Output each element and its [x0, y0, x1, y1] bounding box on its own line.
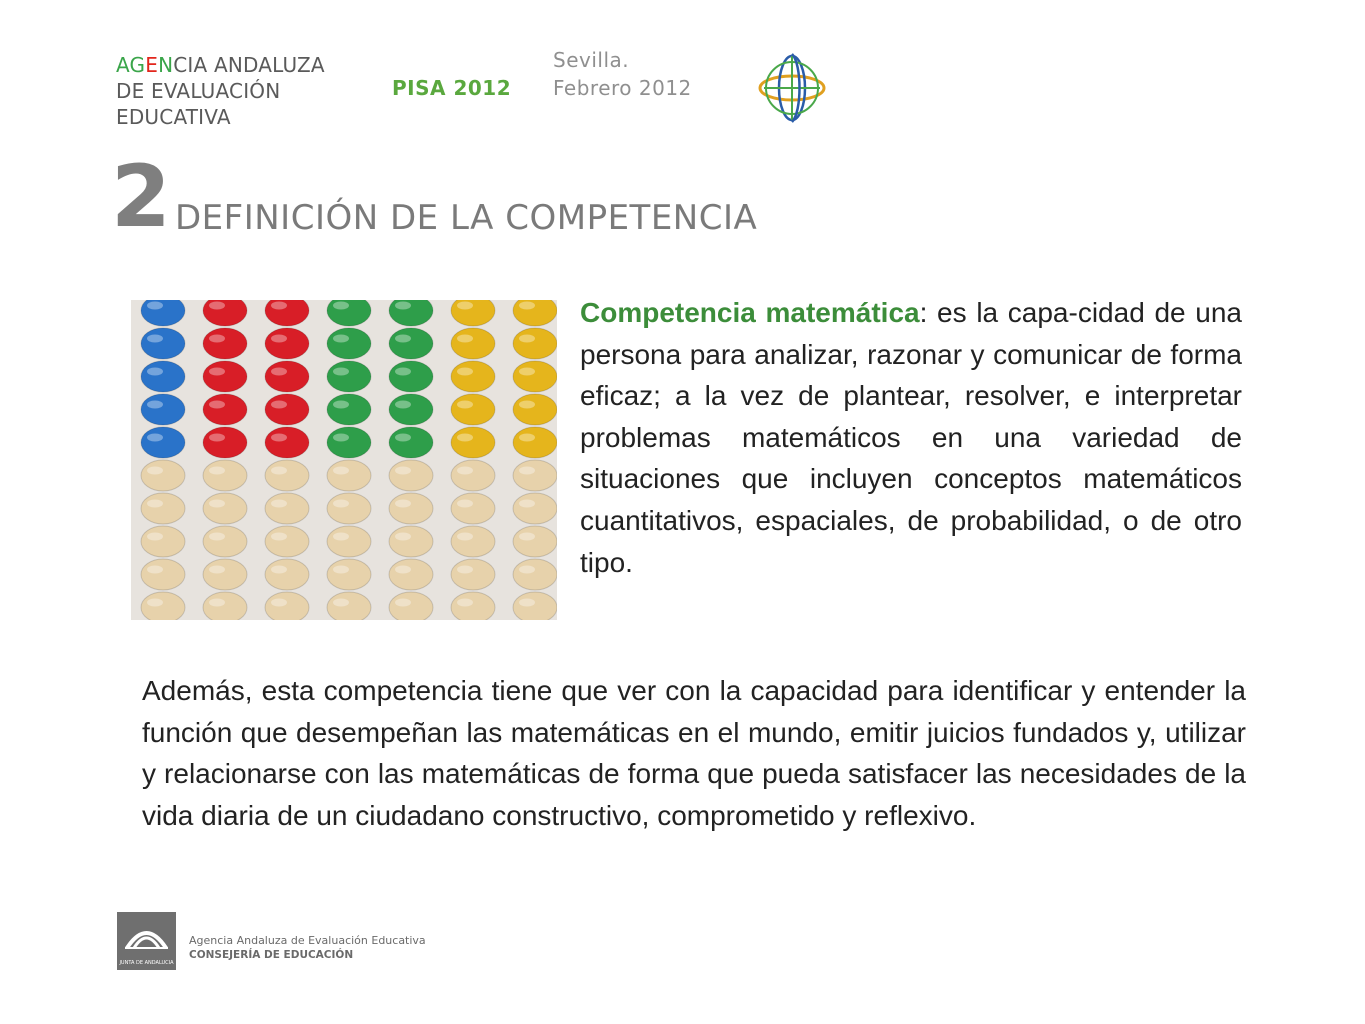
bead-highlight	[457, 599, 473, 607]
bead-highlight	[519, 500, 535, 508]
wooden-bead	[203, 460, 247, 491]
agency-line-2: DE EVALUACIÓN	[116, 79, 281, 103]
wooden-bead	[327, 493, 371, 524]
colored-bead	[389, 427, 433, 458]
colored-bead	[327, 394, 371, 425]
colored-bead	[327, 328, 371, 359]
bead-highlight	[519, 401, 535, 409]
colored-bead	[451, 427, 495, 458]
agency-name	[116, 52, 325, 130]
wooden-bead	[141, 460, 185, 491]
colored-bead	[203, 394, 247, 425]
bead-highlight	[271, 533, 287, 541]
bead-highlight	[147, 434, 163, 442]
wooden-bead	[203, 592, 247, 620]
wooden-bead	[141, 526, 185, 557]
bead-highlight	[457, 368, 473, 376]
bead-highlight	[271, 368, 287, 376]
bead-highlight	[147, 401, 163, 409]
wooden-bead	[451, 559, 495, 590]
bead-highlight	[457, 533, 473, 541]
wooden-bead	[513, 592, 557, 620]
bead-highlight	[271, 302, 287, 310]
bead-highlight	[271, 467, 287, 475]
colored-bead	[141, 394, 185, 425]
wooden-bead	[265, 559, 309, 590]
bead-highlight	[147, 500, 163, 508]
abacus-illustration	[131, 300, 557, 620]
bead-highlight	[209, 467, 225, 475]
bead-highlight	[395, 500, 411, 508]
bead-highlight	[271, 566, 287, 574]
colored-bead	[513, 427, 557, 458]
bead-highlight	[209, 302, 225, 310]
colored-bead	[451, 328, 495, 359]
colored-bead	[265, 361, 309, 392]
colored-bead	[451, 394, 495, 425]
bead-highlight	[457, 434, 473, 442]
bead-highlight	[395, 434, 411, 442]
colored-bead	[265, 427, 309, 458]
bead-highlight	[209, 401, 225, 409]
bead-highlight	[395, 533, 411, 541]
colored-bead	[389, 361, 433, 392]
colored-bead	[389, 394, 433, 425]
bead-highlight	[271, 434, 287, 442]
wooden-bead	[141, 592, 185, 620]
bead-highlight	[519, 467, 535, 475]
bead-highlight	[519, 434, 535, 442]
wooden-bead	[203, 526, 247, 557]
bead-highlight	[333, 533, 349, 541]
wooden-bead	[203, 493, 247, 524]
bead-highlight	[333, 335, 349, 343]
bead-highlight	[147, 566, 163, 574]
footer-ministry: CONSEJERÍA DE EDUCACIÓN	[189, 949, 354, 961]
wooden-bead	[513, 526, 557, 557]
definition-colon: :	[919, 297, 928, 328]
bead-highlight	[395, 401, 411, 409]
wooden-bead	[327, 460, 371, 491]
bead-highlight	[333, 599, 349, 607]
colored-bead	[327, 427, 371, 458]
bead-highlight	[209, 566, 225, 574]
bead-highlight	[457, 566, 473, 574]
bead-highlight	[147, 335, 163, 343]
colored-bead	[203, 427, 247, 458]
abacus-beads-image	[131, 300, 557, 620]
bead-highlight	[519, 599, 535, 607]
wooden-bead	[389, 526, 433, 557]
bead-highlight	[395, 599, 411, 607]
wooden-bead	[141, 493, 185, 524]
bead-highlight	[271, 335, 287, 343]
bead-highlight	[457, 500, 473, 508]
wooden-bead	[513, 460, 557, 491]
footer-logo	[117, 912, 426, 972]
wooden-bead	[327, 592, 371, 620]
colored-bead	[265, 394, 309, 425]
bead-highlight	[457, 401, 473, 409]
definition-text: es la capa-cidad de una persona para analizar, razonar y comunicar de forma eficaz; a la vez de plantear, resolver, e interpretar problemas matemáticos en una variedad de situaciones que incluyen conceptos matemáticos cuantitativos, espaciales, de probabilidad, o de otro tipo.	[580, 297, 1242, 578]
bead-highlight	[333, 401, 349, 409]
bead-highlight	[519, 566, 535, 574]
bead-highlight	[457, 335, 473, 343]
bead-highlight	[209, 368, 225, 376]
bead-highlight	[209, 434, 225, 442]
definition-paragraph	[580, 292, 1242, 583]
bead-highlight	[333, 467, 349, 475]
wooden-bead	[389, 493, 433, 524]
bead-highlight	[395, 467, 411, 475]
wooden-bead	[265, 526, 309, 557]
colored-bead	[513, 328, 557, 359]
bead-highlight	[209, 500, 225, 508]
section-number: 2	[111, 147, 171, 247]
colored-bead	[513, 300, 557, 326]
wooden-bead	[451, 493, 495, 524]
colored-bead	[265, 328, 309, 359]
place-date	[553, 46, 692, 102]
wooden-bead	[389, 559, 433, 590]
bead-highlight	[333, 368, 349, 376]
bead-highlight	[395, 368, 411, 376]
colored-bead	[203, 328, 247, 359]
bead-highlight	[519, 368, 535, 376]
colored-bead	[203, 300, 247, 326]
definition-term: Competencia matemática	[580, 297, 920, 328]
colored-bead	[203, 361, 247, 392]
colored-bead	[141, 300, 185, 326]
agency-line-3: EDUCATIVA	[116, 105, 231, 129]
colored-bead	[327, 361, 371, 392]
wooden-bead	[327, 526, 371, 557]
colored-bead	[389, 328, 433, 359]
wooden-bead	[265, 460, 309, 491]
colored-bead	[389, 300, 433, 326]
colored-bead	[513, 394, 557, 425]
colored-bead	[513, 361, 557, 392]
emblem-caption: JUNTA DE ANDALUCIA	[119, 960, 174, 966]
emblem-arches	[117, 912, 176, 956]
bead-highlight	[271, 500, 287, 508]
place-text: Sevilla.	[553, 48, 630, 72]
globe-logo-icon	[754, 50, 830, 126]
bead-highlight	[519, 302, 535, 310]
bead-highlight	[209, 533, 225, 541]
wooden-bead	[389, 592, 433, 620]
colored-bead	[327, 300, 371, 326]
wooden-bead	[513, 559, 557, 590]
colored-bead	[451, 361, 495, 392]
bead-highlight	[147, 368, 163, 376]
colored-bead	[141, 361, 185, 392]
bead-highlight	[333, 302, 349, 310]
colored-bead	[141, 328, 185, 359]
bead-highlight	[395, 566, 411, 574]
program-label: PISA 2012	[392, 76, 512, 100]
bead-highlight	[333, 434, 349, 442]
bead-highlight	[457, 302, 473, 310]
wooden-bead	[513, 493, 557, 524]
junta-emblem-icon	[117, 912, 176, 970]
wooden-bead	[327, 559, 371, 590]
additional-paragraph: Además, esta competencia tiene que ver con la capacidad para identificar y entender la función que desempeñan las matemáticas en el mundo, emitir juicios fundados y, utilizar y relacionarse con las matemáticas de forma que pueda satisfacer las necesidades de la vida diaria de un ciudadano constructivo, comprometido y reflexivo.	[142, 675, 1246, 831]
bead-highlight	[395, 335, 411, 343]
wooden-bead	[265, 592, 309, 620]
section-title: DEFINICIÓN DE LA COMPETENCIA	[175, 198, 758, 238]
colored-bead	[265, 300, 309, 326]
bead-highlight	[147, 533, 163, 541]
colored-bead	[141, 427, 185, 458]
wooden-bead	[203, 559, 247, 590]
agency-line-1: AGENCIA ANDALUZA	[116, 53, 325, 77]
wooden-bead	[451, 592, 495, 620]
bead-highlight	[147, 302, 163, 310]
wooden-bead	[265, 493, 309, 524]
wooden-bead	[451, 526, 495, 557]
wooden-bead	[389, 460, 433, 491]
colored-bead	[451, 300, 495, 326]
bead-highlight	[271, 401, 287, 409]
bead-highlight	[457, 467, 473, 475]
wooden-bead	[141, 559, 185, 590]
bead-highlight	[209, 335, 225, 343]
wooden-bead	[451, 460, 495, 491]
bead-highlight	[519, 335, 535, 343]
bead-highlight	[147, 599, 163, 607]
bead-highlight	[271, 599, 287, 607]
bead-highlight	[395, 302, 411, 310]
bead-highlight	[147, 467, 163, 475]
bead-highlight	[333, 566, 349, 574]
bead-highlight	[333, 500, 349, 508]
bead-highlight	[519, 533, 535, 541]
date-text: Febrero 2012	[553, 76, 692, 100]
footer-agency: Agencia Andaluza de Evaluación Educativa	[189, 934, 426, 947]
agency-line-1-rest: CIA ANDALUZA	[173, 53, 325, 77]
bead-highlight	[209, 599, 225, 607]
